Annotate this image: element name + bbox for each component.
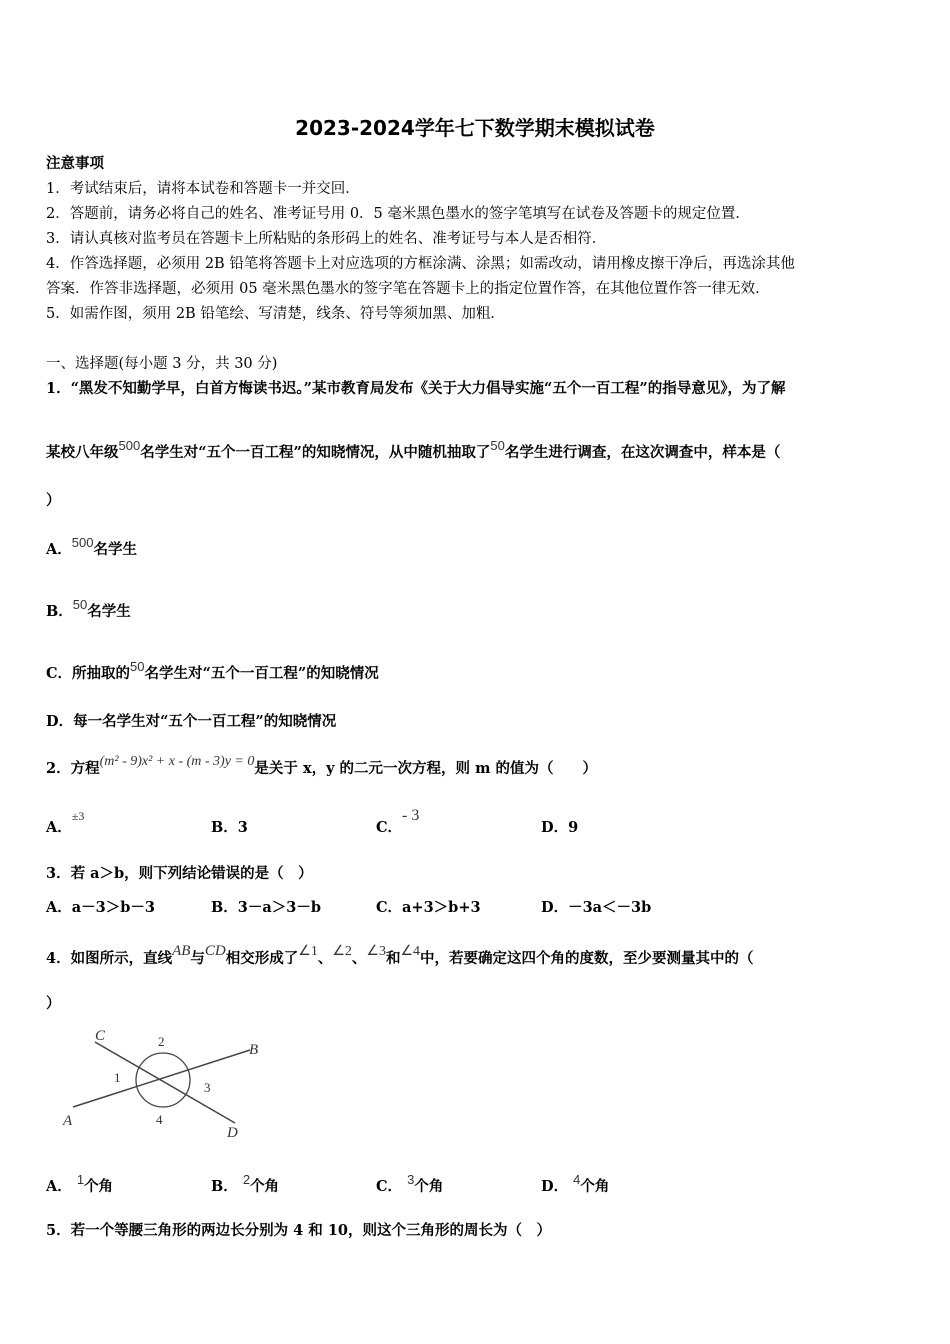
- q4-option-b[interactable]: B． $^2$个角: [211, 1172, 280, 1195]
- notice-item: 3．请认真核对监考员在答题卡上所粘贴的条形码上的姓名、准考证号与本人是否相符．: [46, 231, 607, 247]
- q3-option-d[interactable]: D．－3a＜－3b: [541, 899, 652, 916]
- q4-stem: 4．如图所示，直线$^{AB}$与$^{CD}$相交形成了$^{\angle 1}$、$^{\angle 2}$、$^{\angle 3}$和$^{\angle 4}$中，若要确定这四个角的度数，至少要测量其中的（: [46, 943, 754, 967]
- q1-stem-line1: 1．“黑发不知勤学早，白首方悔读书迟。”某市教育局发布《关于大力倡导实施“五个一百工程”的指导意见》，为了解: [46, 380, 786, 397]
- q1-option-c[interactable]: C．所抽取的$^{50}$名学生对“五个一百工程”的知晓情况: [46, 659, 379, 682]
- q1-stem-line2: 某校八年级$^{500}$名学生对“五个一百工程”的知晓情况，从中随机抽取了$^{50}$名学生进行调查，在这次调查中，样本是（: [46, 438, 781, 461]
- notice-item: 2．答题前，请务必将自己的姓名、准考证号用 0．5 毫米黑色墨水的签字笔填写在试卷及答题卡的规定位置．: [46, 206, 750, 222]
- q1-total-number: 500: [118, 438, 141, 453]
- point-a-label: A: [63, 1113, 73, 1129]
- q3-options: [46, 896, 706, 917]
- q3-option-c[interactable]: C．a+3＞b+3: [376, 899, 481, 916]
- q2-stem: 2．方程(m² - 9)x² + x - (m - 3)y = 0是关于 x，y 的二元一次方程，则 m 的值为（ ）: [46, 754, 597, 777]
- q3-option-a[interactable]: A．a－3＞b－3: [46, 899, 155, 916]
- q2-equation: (m² - 9)x² + x - (m - 3)y = 0: [99, 754, 255, 769]
- angle-3-label: 3: [204, 1080, 211, 1095]
- q3-option-b[interactable]: B．3－a＞3－b: [211, 899, 321, 916]
- angle-arc-circle: [136, 1053, 190, 1107]
- angle-1-label: 1: [114, 1070, 121, 1085]
- q1-sample-number: 50: [490, 438, 505, 453]
- q4-options: [46, 1172, 706, 1196]
- q2-options: [46, 807, 706, 837]
- q5-stem: 5．若一个等腰三角形的两边长分别为 4 和 10，则这个三角形的周长为（ ）: [46, 1222, 551, 1239]
- q2-option-c[interactable]: C．- 3: [376, 807, 420, 836]
- point-b-label: B: [249, 1042, 259, 1058]
- notice-item: 5．如需作图，须用 2B 铅笔绘、写清楚，线条、符号等须加黑、加粗．: [46, 306, 505, 322]
- page-title: 2023-2024学年七下数学期末模拟试卷: [295, 116, 655, 140]
- notice-item: 4．作答选择题，必须用 2B 铅笔将答题卡上对应选项的方框涂满、涂黑；如需改动，请用橡皮擦干净后，再选涂其他: [46, 256, 795, 272]
- q2-option-d[interactable]: D．9: [541, 819, 579, 836]
- q4-option-d[interactable]: D． $^4$个角: [541, 1172, 610, 1195]
- q1-option-b[interactable]: B．$^{50}$名学生: [46, 597, 131, 620]
- point-c-label: C: [95, 1028, 106, 1044]
- section-heading: 一、选择题(每小题 3 分，共 30 分): [46, 356, 278, 372]
- angle-4-label: 4: [156, 1112, 163, 1127]
- q3-stem: 3．若 a＞b，则下列结论错误的是（ ）: [46, 865, 313, 882]
- angle-2-label: 2: [158, 1034, 165, 1049]
- q4-option-c[interactable]: C． $^3$个角: [376, 1172, 444, 1195]
- line-ab: [73, 1050, 250, 1107]
- q2-option-a[interactable]: A．$^{\pm 3}$: [46, 809, 85, 836]
- notice-heading: 注意事项: [46, 155, 104, 172]
- q4-stem-line2: ）: [46, 995, 61, 1012]
- q1-stem-line3: ）: [46, 492, 61, 509]
- q4-option-a[interactable]: A． $^1$个角: [46, 1172, 114, 1195]
- q1-option-a[interactable]: A．$^{500}$名学生: [46, 535, 137, 558]
- q1-option-d[interactable]: D．每一名学生对“五个一百工程”的知晓情况: [46, 713, 337, 730]
- point-d-label: D: [227, 1125, 238, 1141]
- q2-option-b[interactable]: B．3: [211, 819, 248, 836]
- notice-item: 答案．作答非选择题，必须用 05 毫米黑色墨水的签字笔在答题卡上的指定位置作答，在其他位置作答一律无效．: [46, 281, 770, 297]
- q4-figure: [55, 1025, 280, 1145]
- notice-item: 1．考试结束后，请将本试卷和答题卡一并交回．: [46, 181, 360, 197]
